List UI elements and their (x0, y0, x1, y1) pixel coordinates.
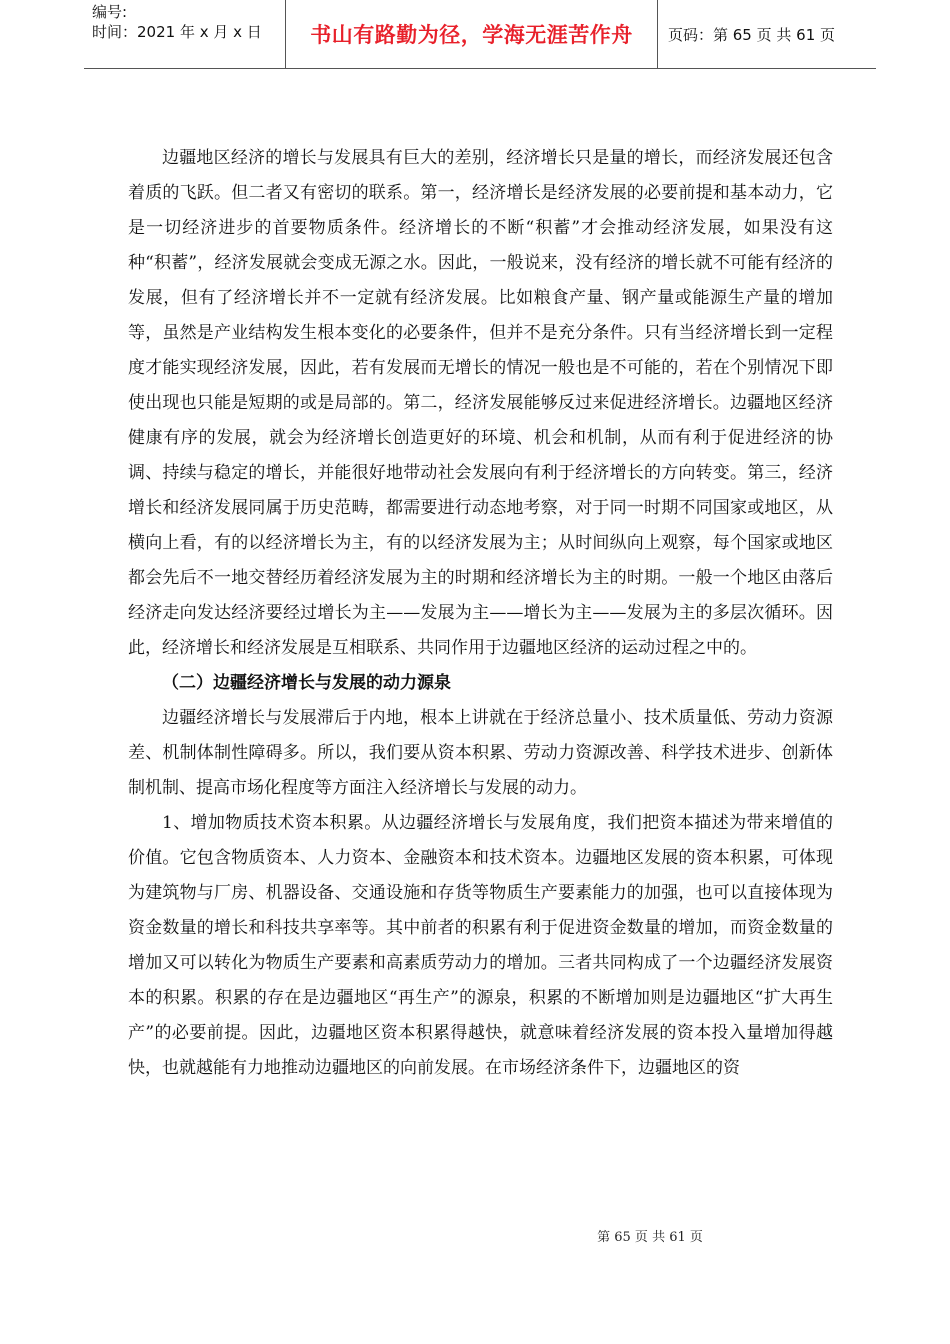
document-body (128, 141, 833, 1086)
paragraph-capital-accumulation: 1、增加物质技术资本积累。从边疆经济增长与发展角度，我们把资本描述为带来增值的价值。它包含物质资本、人力资本、金融资本和技术资本。边疆地区发展的资本积累，可体现为建筑物与厂房、机器设备、交通设施和存货等物质生产要素能力的加强，也可以直接体现为资金数量的增长和科技共享率等。其中前者的积累有利于促进资金数量的增加，而资金数量的增加又可以转化为物质生产要素和高素质劳动力的增加。三者共同构成了一个边疆经济发展资本的积累。积累的存在是边疆地区“再生产”的源泉，积累的不断增加则是边疆地区“扩大再生产”的必要前提。因此，边疆地区资本积累得越快，就意味着经济发展的资本投入量增加得越快，也就越能有力地推动边疆地区的向前发展。在市场经济条件下，边疆地区的资 (128, 813, 833, 1078)
paragraph-lagging-reasons: 边疆经济增长与发展滞后于内地，根本上讲就在于经济总量小、技术质量低、劳动力资源差、机制体制性障碍多。所以，我们要从资本积累、劳动力资源改善、科学技术进步、创新体制机制、提高市场化程度等方面注入经济增长与发展的动力。 (128, 708, 833, 798)
serial-number-label: 编号: (92, 3, 128, 21)
header-motto: 书山有路勤为径，学海无涯苦作舟 (286, 0, 658, 68)
date-label: 时间：2021 年 x 月 x 日 (92, 23, 262, 41)
page-footer: 第 65 页 共 61 页 (597, 1230, 703, 1245)
section-heading: （二）边疆经济增长与发展的动力源泉 (162, 673, 451, 693)
paragraph-growth-vs-development: 边疆地区经济的增长与发展具有巨大的差别，经济增长只是量的增长，而经济发展还包含着质的飞跃。但二者又有密切的联系。第一，经济增长是经济发展的必要前提和基本动力，它是一切经济进步的首要物质条件。经济增长的不断“积蓄”才会推动经济发展，如果没有这种“积蓄”，经济发展就会变成无源之水。因此，一般说来，没有经济的增长就不可能有经济的发展，但有了经济增长并不一定就有经济发展。比如粮食产量、钢产量或能源生产量的增加等，虽然是产业结构发生根本变化的必要条件，但并不是充分条件。只有当经济增长到一定程度才能实现经济发展，因此，若有发展而无增长的情况一般也是不可能的，若在个别情况下即使出现也只能是短期的或是局部的。第二，经济发展能够反过来促进经济增长。边疆地区经济健康有序的发展，就会为经济增长创造更好的环境、机会和机制，从而有利于促进经济的协调、持续与稳定的增长，并能很好地带动社会发展向有利于经济增长的方向转变。第三，经济增长和经济发展同属于历史范畴，都需要进行动态地考察，对于同一时期不同国家或地区，从横向上看，有的以经济增长为主，有的以经济发展为主；从时间纵向上观察，每个国家或地区都会先后不一地交替经历着经济发展为主的时期和经济增长为主的时期。一般一个地区由落后经济走向发达经济要经过增长为主——发展为主——增长为主——发展为主的多层次循环。因此，经济增长和经济发展是互相联系、共同作用于边疆地区经济的运动过程之中的。 (128, 148, 833, 658)
page-header (84, 0, 876, 69)
header-meta (84, 0, 286, 68)
header-page-info: 页码：第 65 页 共 61 页 (668, 25, 836, 44)
